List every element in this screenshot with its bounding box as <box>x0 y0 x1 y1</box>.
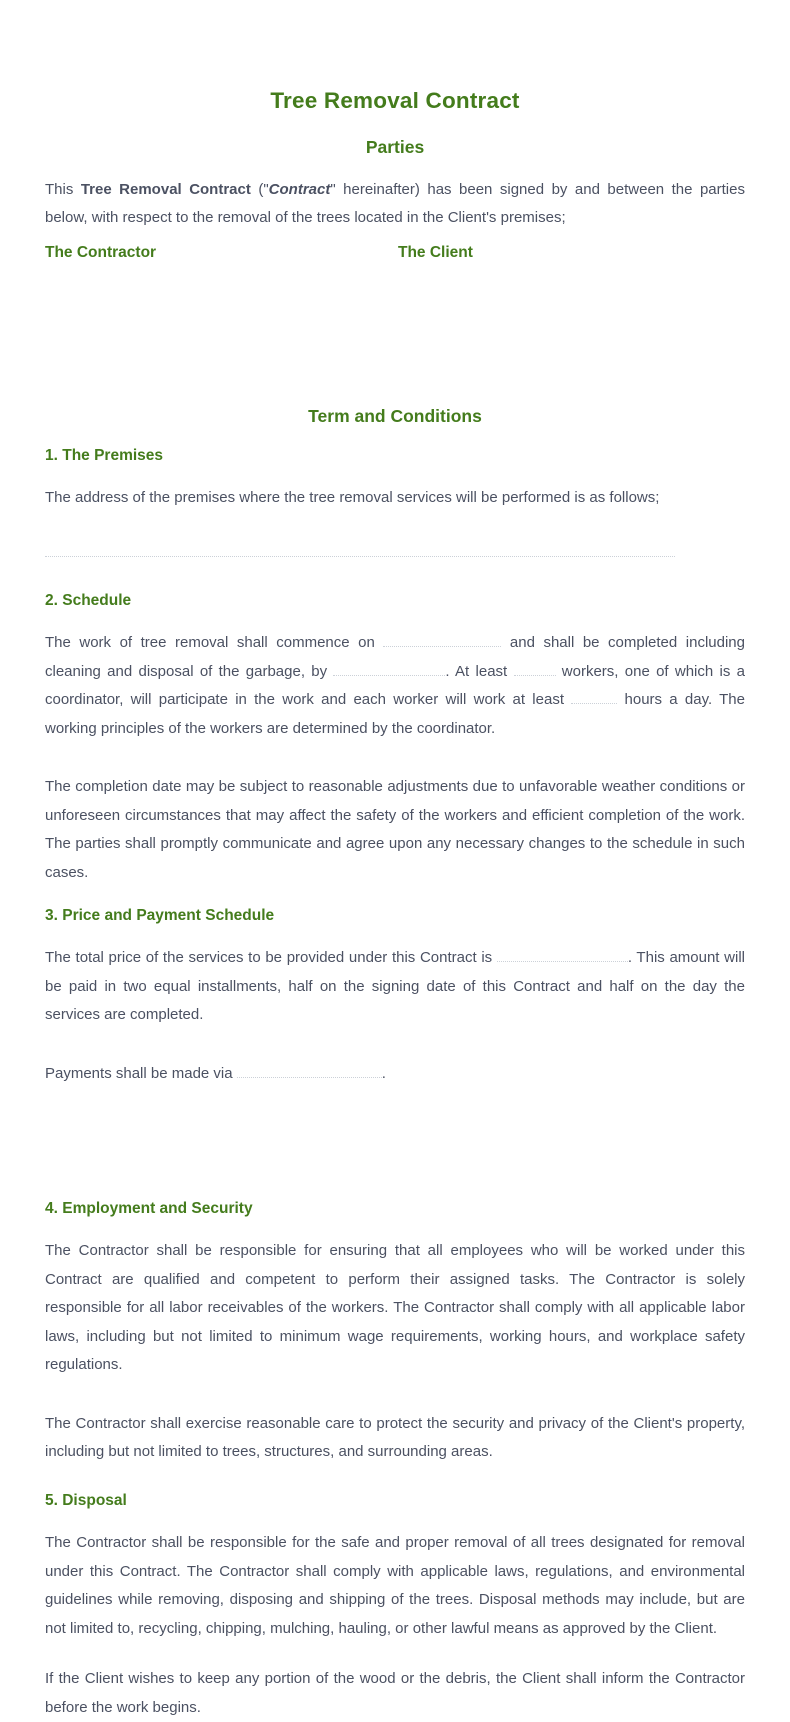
hours-per-day-field[interactable] <box>571 691 617 704</box>
text-run: The Contractor shall be responsible for the safe and proper removal of all trees designated for removal under this Contract. The Contractor shall comply with applicable laws, regulations, and environmental guidelines while removing, disposing and shipping of the trees. Disposal methods may include, but are not limited to, recycling, chipping, mulching, hauling, or other lawful means as approved by the Client. <box>45 1534 745 1637</box>
text-run: The address of the premises where the tree removal services will be performed is as follows; <box>45 489 660 506</box>
text-run: . At least <box>445 662 514 680</box>
section-heading: 5. Disposal <box>45 1492 127 1509</box>
terms-heading: Term and Conditions <box>308 406 482 426</box>
completion-date-field[interactable] <box>333 663 445 676</box>
section-body <box>45 1529 745 1643</box>
text-run: workers, one of which is a coordinator, will participate in the work and each worker will work at least <box>45 662 745 708</box>
section-premises <box>45 446 745 557</box>
section-price-payment <box>45 906 745 1088</box>
payment-method-field[interactable] <box>237 1065 382 1078</box>
text-run: . This amount will be paid in two equal installments, half on the signing date of this Contract and half on the day the services are completed. <box>45 949 745 1023</box>
section-disposal <box>45 1491 745 1643</box>
paragraph <box>45 944 745 1030</box>
contractor-label: The Contractor <box>45 244 157 261</box>
paragraph <box>45 1060 745 1089</box>
text-run: . <box>381 1064 386 1082</box>
text-run: The total price of the services to be provided under this Contract is <box>45 949 497 966</box>
total-price-field[interactable] <box>497 949 628 962</box>
intro-text-pre: This <box>45 181 81 198</box>
workers-count-field[interactable] <box>514 663 556 676</box>
paragraph <box>45 1237 745 1380</box>
section-body <box>45 484 745 557</box>
parties-heading: Parties <box>365 137 425 157</box>
page-title: Tree Removal Contract <box>270 88 520 113</box>
premises-address-field[interactable] <box>45 543 675 557</box>
section-heading: 4. Employment and Security <box>45 1200 253 1217</box>
text-run: Payments shall be made via <box>45 1064 237 1082</box>
section-heading: 1. The Premises <box>45 447 164 464</box>
paragraph <box>45 1410 745 1467</box>
intro-contract-name: Tree Removal Contract <box>80 181 251 198</box>
text-run: The Contractor shall be responsible for ensuring that all employees who will be worked under this Contract are qualified and competent to perform their assigned tasks. The Contractor is solely responsible for all labor receivables of the workers. The Contractor shall comply with all applicable labor laws, including but not limited to minimum wage requirements, working hours, and workplace safety regulations. <box>45 1242 745 1373</box>
section-heading: 3. Price and Payment Schedule <box>45 907 275 924</box>
paragraph <box>45 629 745 743</box>
section-body <box>45 944 745 1088</box>
intro-contract-shortname: Contract <box>268 181 331 198</box>
section-heading: 2. Schedule <box>45 592 132 609</box>
text-run: and shall be completed including cleaning and disposal of the garbage, by <box>45 634 745 680</box>
text-run: hours a day. The working principles of the workers are determined by the coordinator. <box>45 691 745 737</box>
text-run: The work of tree removal shall commence on <box>45 634 384 651</box>
section-employment-security <box>45 1199 745 1467</box>
text-run: The completion date may be subject to reasonable adjustments due to unfavorable weather conditions or unforeseen circumstances that may affect the safety of the workers and efficient completion of the work. The parties shall promptly communicate and agree upon any necessary changes to the schedule in such cases. <box>45 778 745 881</box>
section-body <box>45 629 745 887</box>
text-run: The Contractor shall exercise reasonable care to protect the security and privacy of the Client's property, including but not limited to trees, structures, and surrounding areas. <box>45 1414 745 1460</box>
commencement-date-field[interactable] <box>383 634 501 647</box>
paragraph <box>45 773 745 887</box>
intro-text-mid: (" <box>250 181 269 198</box>
paragraph <box>45 484 745 513</box>
section-schedule <box>45 591 745 887</box>
client-label: The Client <box>398 244 473 261</box>
party-labels-row <box>45 243 745 263</box>
parties-intro-paragraph <box>45 176 745 232</box>
clipped-paragraph: If the Client wishes to keep any portion of the wood or the debris, the Client shall inform the Contractor before the work begins. <box>45 1670 745 1716</box>
document-header <box>45 88 745 263</box>
paragraph <box>45 1529 745 1643</box>
intro-text-post: " hereinafter) has been signed by and between the parties below, with respect to the removal of the trees located in the Client's premises; <box>45 181 745 226</box>
section-body <box>45 1237 745 1467</box>
